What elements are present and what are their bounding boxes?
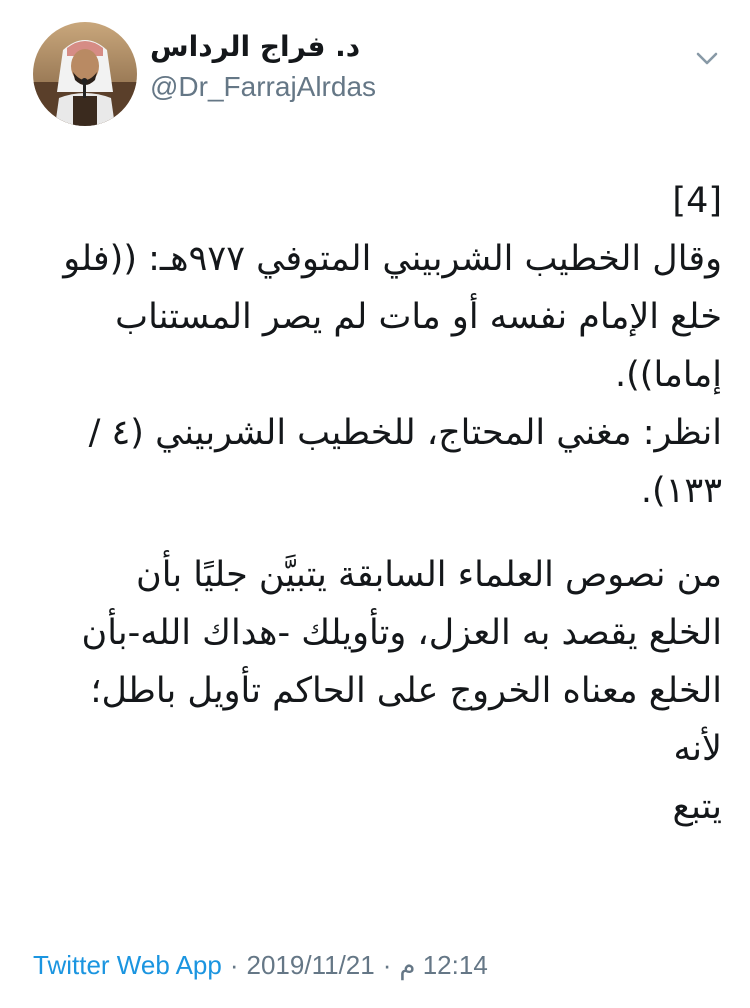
chevron-down-icon[interactable] [690,44,724,74]
source-app-link[interactable]: Twitter Web App [33,950,222,980]
avatar[interactable] [33,22,137,126]
tweet-line: من نصوص العلماء السابقة يتبيَّن جليًا بأن [136,555,722,595]
separator-dot: · [229,950,239,980]
separator-dot: · [382,950,392,980]
paragraph-gap [32,520,722,546]
tweet-line: وقال الخطيب الشربيني المتوفي ٩٧٧هـ: ((فلو [63,239,722,279]
author-display-name[interactable]: د. فراج الرداس [150,30,361,63]
avatar-photo [33,22,137,126]
tweet-line: يتبع [672,787,722,827]
tweet-line: انظر: مغني المحتاج، للخطيب الشربيني (٤ / [88,413,722,453]
author-block[interactable] [150,30,600,104]
tweet-text [32,172,722,836]
tweet-line: الخلع معناه الخروج على الحاكم تأويل باطل؛ [90,671,722,711]
tweet-line: [4] [672,181,722,221]
tweet-footer [33,945,488,985]
tweet-date[interactable]: 2019/11/21 [246,950,375,980]
tweet-line: إماما)). [615,355,722,395]
tweet-time[interactable]: 12:14 م [399,950,488,980]
tweet-line: الخلع يقصد به العزل، وتأويلك -هداك الله-بأن [81,613,722,653]
tweet-line: ١٣٣). [640,471,722,511]
tweet-header [0,0,750,140]
author-handle[interactable]: @Dr_FarrajAlrdas [150,71,377,102]
tweet-line: لأنه [673,729,722,769]
tweet-line: خلع الإمام نفسه أو مات لم يصر المستناب [115,297,722,337]
